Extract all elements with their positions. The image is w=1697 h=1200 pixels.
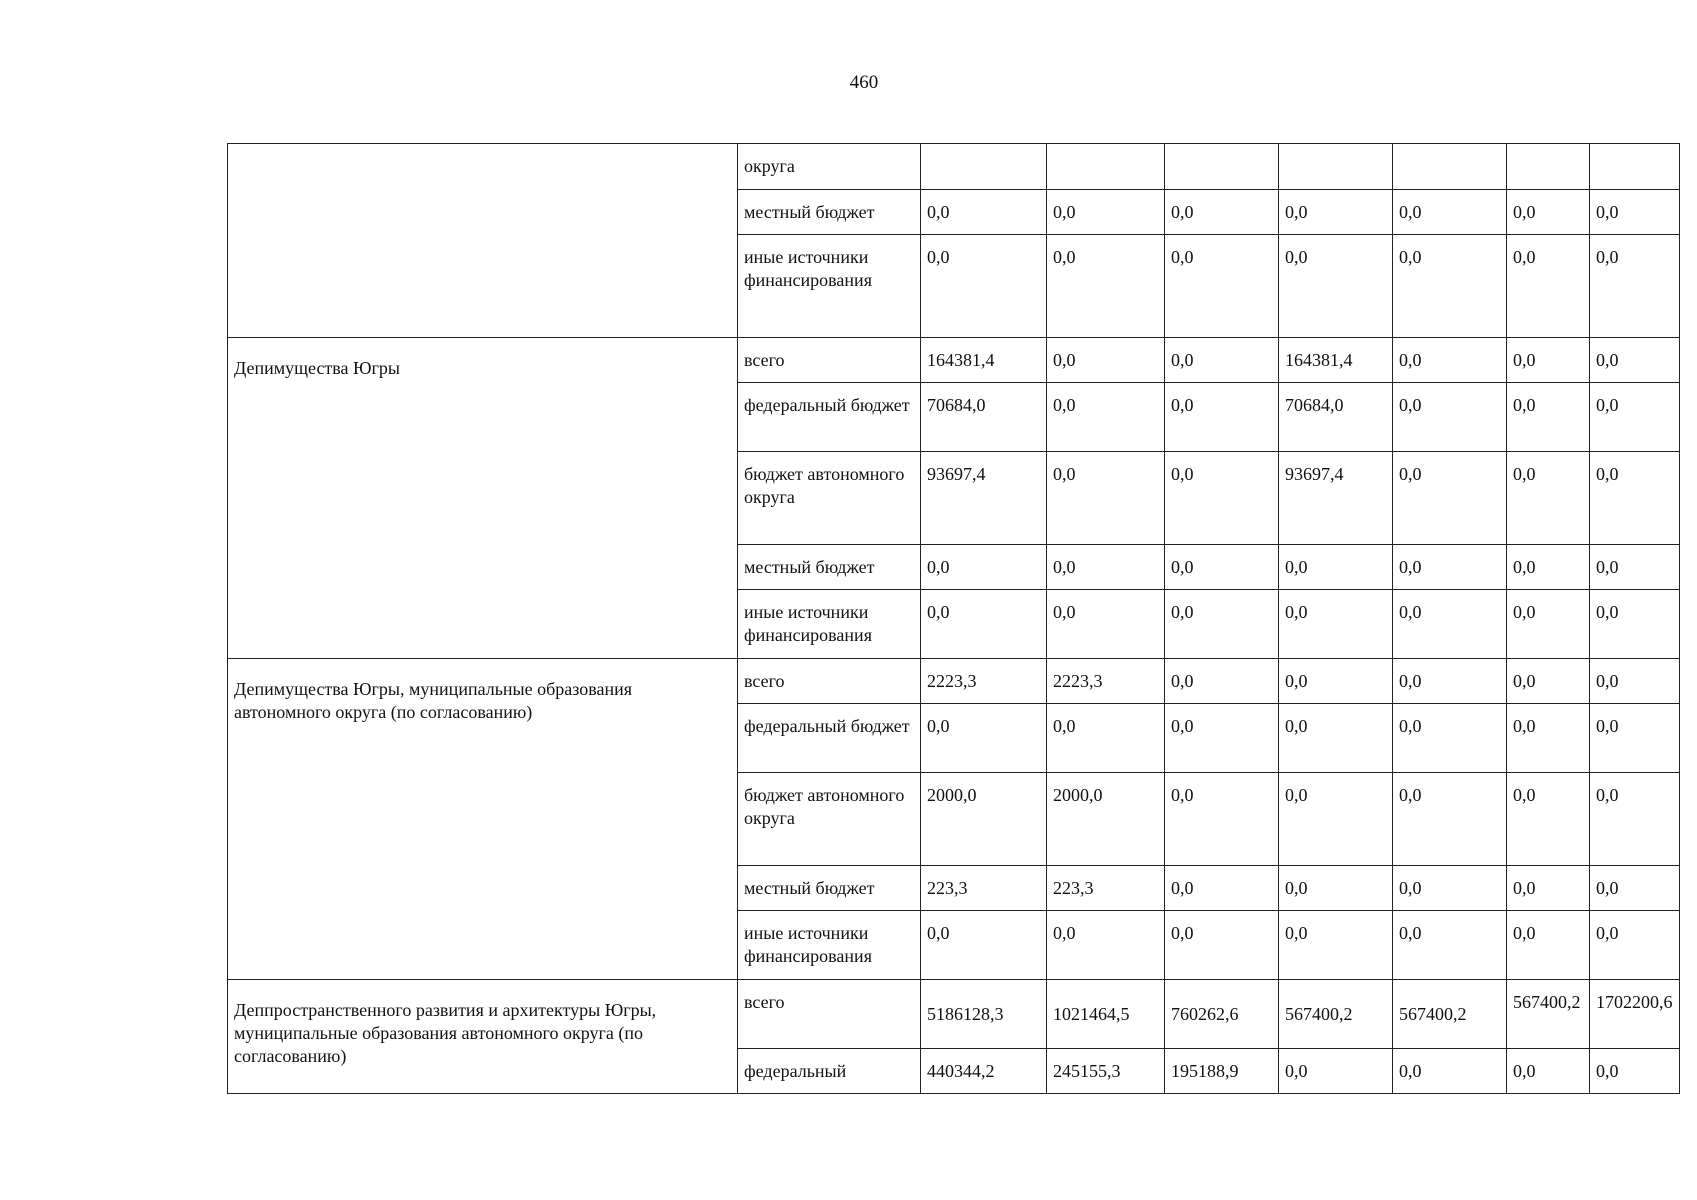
amount-cell: 0,0: [1279, 773, 1393, 866]
amount-cell: 0,0: [1279, 704, 1393, 773]
amount-cell: 70684,0: [1279, 383, 1393, 452]
amount-cell: 440344,2: [921, 1049, 1047, 1094]
amount-cell: 0,0: [1590, 704, 1680, 773]
amount-cell: [1393, 144, 1507, 190]
amount-cell: 0,0: [1047, 190, 1165, 235]
amount-cell: 0,0: [1393, 911, 1507, 980]
amount-cell: 0,0: [1165, 773, 1279, 866]
amount-cell: 0,0: [1393, 545, 1507, 590]
amount-cell: 223,3: [1047, 866, 1165, 911]
amount-cell: [1590, 144, 1680, 190]
amount-cell: 0,0: [1279, 911, 1393, 980]
amount-cell: 0,0: [1393, 704, 1507, 773]
amount-cell: 0,0: [1165, 704, 1279, 773]
amount-cell: 0,0: [1507, 704, 1590, 773]
amount-cell: 0,0: [1507, 659, 1590, 704]
funding-source-cell: иные источники финансирования: [738, 911, 921, 980]
amount-cell: 0,0: [1507, 235, 1590, 338]
funding-source-cell: бюджет автономного округа: [738, 773, 921, 866]
amount-cell: 0,0: [1279, 545, 1393, 590]
amount-cell: 2000,0: [921, 773, 1047, 866]
organization-cell: [228, 144, 738, 338]
amount-cell: 2000,0: [1047, 773, 1165, 866]
funding-source-cell: округа: [738, 144, 921, 190]
amount-cell: 223,3: [921, 866, 1047, 911]
amount-cell: 0,0: [1393, 866, 1507, 911]
amount-cell: 0,0: [921, 235, 1047, 338]
amount-cell: 0,0: [1393, 659, 1507, 704]
funding-source-cell: федеральный бюджет: [738, 704, 921, 773]
page-number: 460: [849, 72, 879, 93]
amount-cell: 0,0: [1165, 590, 1279, 659]
amount-cell: 0,0: [1507, 383, 1590, 452]
amount-cell: 0,0: [1047, 452, 1165, 545]
amount-cell: 0,0: [1393, 190, 1507, 235]
amount-cell: 0,0: [1047, 704, 1165, 773]
amount-cell: 0,0: [921, 190, 1047, 235]
amount-cell: 0,0: [1047, 590, 1165, 659]
amount-cell: 0,0: [1507, 545, 1590, 590]
amount-cell: 0,0: [1279, 866, 1393, 911]
funding-source-cell: иные источники финансирования: [738, 235, 921, 338]
amount-cell: 0,0: [1393, 383, 1507, 452]
amount-cell: 2223,3: [1047, 659, 1165, 704]
amount-cell: 0,0: [1590, 911, 1680, 980]
amount-cell: 0,0: [1590, 338, 1680, 383]
amount-cell: 93697,4: [1279, 452, 1393, 545]
amount-cell: 0,0: [1165, 190, 1279, 235]
amount-cell: [921, 144, 1047, 190]
amount-cell: 0,0: [1590, 190, 1680, 235]
organization-cell: Деппространственного развития и архитектуры Югры, муниципальные образования автономного округа (по согласованию): [228, 980, 738, 1094]
amount-cell: 0,0: [1590, 590, 1680, 659]
table-row: [228, 338, 1680, 383]
funding-source-cell: бюджет автономного округа: [738, 452, 921, 545]
amount-cell: 0,0: [1279, 1049, 1393, 1094]
funding-source-cell: местный бюджет: [738, 866, 921, 911]
amount-cell: 0,0: [1165, 235, 1279, 338]
table-row: [228, 659, 1680, 704]
amount-cell: 0,0: [921, 704, 1047, 773]
amount-cell: 0,0: [1047, 338, 1165, 383]
amount-cell: 164381,4: [921, 338, 1047, 383]
amount-cell: 0,0: [921, 590, 1047, 659]
amount-cell: 760262,6: [1165, 980, 1279, 1049]
table-row: [228, 144, 1680, 190]
amount-cell: 0,0: [1590, 235, 1680, 338]
amount-cell: [1047, 144, 1165, 190]
amount-cell: 0,0: [1165, 911, 1279, 980]
amount-cell: 0,0: [1165, 338, 1279, 383]
amount-cell: 0,0: [1165, 659, 1279, 704]
amount-cell: 70684,0: [921, 383, 1047, 452]
amount-cell: 195188,9: [1165, 1049, 1279, 1094]
funding-source-cell: местный бюджет: [738, 190, 921, 235]
amount-cell: 0,0: [1047, 383, 1165, 452]
amount-cell: 0,0: [1165, 866, 1279, 911]
amount-cell: 2223,3: [921, 659, 1047, 704]
amount-cell: 0,0: [1393, 452, 1507, 545]
amount-cell: 0,0: [1507, 452, 1590, 545]
funding-source-cell: местный бюджет: [738, 545, 921, 590]
funding-source-cell: всего: [738, 338, 921, 383]
amount-cell: 0,0: [1507, 338, 1590, 383]
funding-source-cell: иные источники финансирования: [738, 590, 921, 659]
amount-cell: 0,0: [1047, 545, 1165, 590]
amount-cell: 0,0: [1279, 190, 1393, 235]
amount-cell: 0,0: [1507, 190, 1590, 235]
amount-cell: 0,0: [1393, 338, 1507, 383]
amount-cell: 0,0: [1279, 590, 1393, 659]
amount-cell: 0,0: [1507, 911, 1590, 980]
table-row: [228, 980, 1680, 1049]
funding-source-cell: всего: [738, 980, 921, 1049]
organization-cell: Депимущества Югры, муниципальные образования автономного округа (по согласованию): [228, 659, 738, 980]
financing-table: [227, 143, 1680, 1094]
amount-cell: 0,0: [1590, 659, 1680, 704]
funding-source-cell: федеральный бюджет: [738, 383, 921, 452]
amount-cell: 567400,2: [1393, 980, 1507, 1049]
amount-cell: 0,0: [1047, 911, 1165, 980]
amount-cell: 0,0: [1590, 383, 1680, 452]
amount-cell: 0,0: [1165, 452, 1279, 545]
amount-cell: 0,0: [1507, 773, 1590, 866]
organization-cell: Депимущества Югры: [228, 338, 738, 659]
amount-cell: 0,0: [1279, 235, 1393, 338]
amount-cell: 0,0: [1590, 773, 1680, 866]
amount-cell: 1021464,5: [1047, 980, 1165, 1049]
amount-cell: 0,0: [1590, 452, 1680, 545]
amount-cell: 0,0: [1047, 235, 1165, 338]
amount-cell: 0,0: [1393, 590, 1507, 659]
amount-cell: 93697,4: [921, 452, 1047, 545]
amount-cell: 245155,3: [1047, 1049, 1165, 1094]
amount-cell: 0,0: [1507, 1049, 1590, 1094]
amount-cell: 0,0: [1393, 773, 1507, 866]
amount-cell: 0,0: [921, 545, 1047, 590]
amount-cell: 567400,2: [1279, 980, 1393, 1049]
amount-cell: [1279, 144, 1393, 190]
amount-cell: 0,0: [1590, 866, 1680, 911]
amount-cell: 0,0: [1279, 659, 1393, 704]
amount-cell: 0,0: [921, 911, 1047, 980]
amount-cell: 0,0: [1165, 545, 1279, 590]
amount-cell: 164381,4: [1279, 338, 1393, 383]
amount-cell: 0,0: [1507, 866, 1590, 911]
amount-cell: 1702200,6: [1590, 980, 1680, 1049]
amount-cell: 0,0: [1165, 383, 1279, 452]
amount-cell: 0,0: [1393, 235, 1507, 338]
amount-cell: 0,0: [1393, 1049, 1507, 1094]
amount-cell: 0,0: [1590, 545, 1680, 590]
amount-cell: 5186128,3: [921, 980, 1047, 1049]
amount-cell: 567400,2: [1507, 980, 1590, 1049]
amount-cell: [1507, 144, 1590, 190]
funding-source-cell: всего: [738, 659, 921, 704]
amount-cell: 0,0: [1507, 590, 1590, 659]
funding-source-cell: федеральный: [738, 1049, 921, 1094]
amount-cell: 0,0: [1590, 1049, 1680, 1094]
amount-cell: [1165, 144, 1279, 190]
